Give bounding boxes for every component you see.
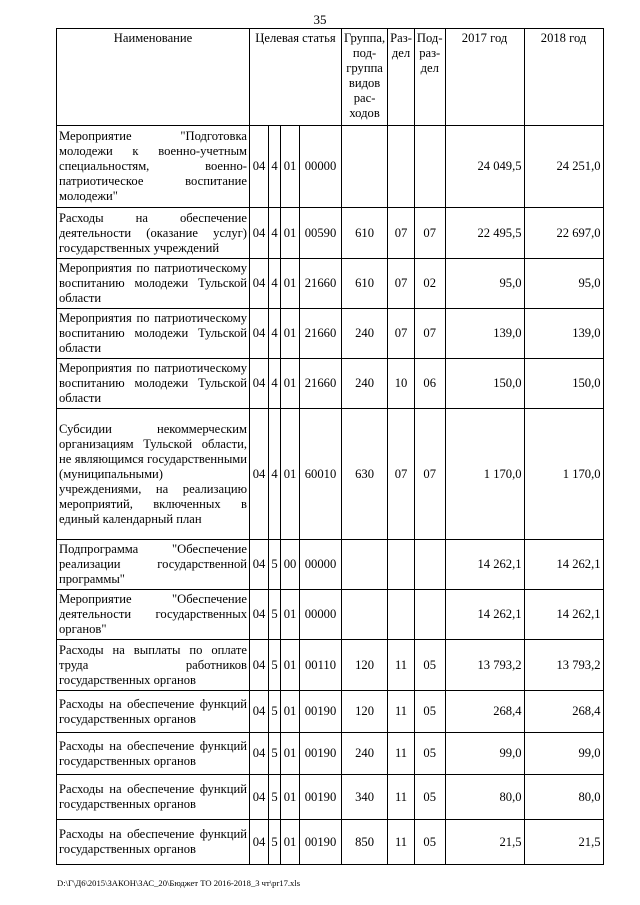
cell-program: 04: [250, 126, 269, 208]
cell-2018: 95,0: [524, 259, 603, 309]
cell-2017: 268,4: [445, 691, 524, 733]
cell-program: 04: [250, 359, 269, 409]
page-number: 35: [313, 12, 327, 27]
cell-event: 01: [281, 208, 300, 259]
cell-event: 01: [281, 691, 300, 733]
cell-subprogram: 4: [269, 359, 281, 409]
cell-2018: 24 251,0: [524, 126, 603, 208]
cell-subsection: 06: [414, 359, 445, 409]
cell-section: 07: [388, 409, 415, 540]
table-row: [57, 208, 604, 259]
cell-subsection: 05: [414, 775, 445, 820]
cell-2017: 22 495,5: [445, 208, 524, 259]
cell-event: 01: [281, 409, 300, 540]
cell-2017: 13 793,2: [445, 640, 524, 691]
file-path-footer: D:\Г\Д6\2015\ЗАКОН\ЗАС_20\Бюджет ТО 2016-2018_3 чт\pr17.xls: [57, 878, 301, 888]
cell-group: 240: [342, 733, 388, 775]
cell-subsection: [414, 590, 445, 640]
cell-direction: 60010: [300, 409, 342, 540]
cell-2018: 14 262,1: [524, 540, 603, 590]
cell-section: [388, 126, 415, 208]
cell-name: Мероприятие "Подготовка молодежи к военно-учетным специальностям, военно-патриотическое воспитание молодежи": [57, 126, 250, 208]
cell-direction: 00000: [300, 590, 342, 640]
cell-section: 11: [388, 640, 415, 691]
cell-program: 04: [250, 775, 269, 820]
cell-name: Мероприятие "Обеспечение деятельности государственных органов": [57, 590, 250, 640]
cell-2017: 24 049,5: [445, 126, 524, 208]
table-row: [57, 126, 604, 208]
cell-direction: 21660: [300, 309, 342, 359]
cell-program: 04: [250, 259, 269, 309]
cell-direction: 00190: [300, 691, 342, 733]
cell-2018: 150,0: [524, 359, 603, 409]
cell-name: Расходы на обеспечение функций государственных органов: [57, 691, 250, 733]
cell-subsection: 07: [414, 409, 445, 540]
cell-group: 120: [342, 691, 388, 733]
cell-program: 04: [250, 733, 269, 775]
cell-event: 01: [281, 775, 300, 820]
cell-group: 240: [342, 309, 388, 359]
table-row: [57, 309, 604, 359]
cell-group: [342, 590, 388, 640]
cell-subsection: 05: [414, 640, 445, 691]
cell-subsection: [414, 540, 445, 590]
cell-subprogram: 5: [269, 820, 281, 865]
cell-event: 01: [281, 309, 300, 359]
cell-name: Мероприятия по патриотическому воспитанию молодежи Тульской области: [57, 309, 250, 359]
cell-program: 04: [250, 691, 269, 733]
cell-subprogram: 5: [269, 733, 281, 775]
cell-2018: 268,4: [524, 691, 603, 733]
cell-section: [388, 590, 415, 640]
cell-subprogram: 4: [269, 126, 281, 208]
cell-event: 00: [281, 540, 300, 590]
cell-2017: 80,0: [445, 775, 524, 820]
cell-2018: 14 262,1: [524, 590, 603, 640]
cell-2017: 139,0: [445, 309, 524, 359]
cell-direction: 00590: [300, 208, 342, 259]
cell-name: Мероприятия по патриотическому воспитанию молодежи Тульской области: [57, 359, 250, 409]
cell-2017: 95,0: [445, 259, 524, 309]
cell-program: 04: [250, 820, 269, 865]
cell-2017: 99,0: [445, 733, 524, 775]
table-row: [57, 775, 604, 820]
cell-subprogram: 4: [269, 208, 281, 259]
header-2017: 2017 год: [445, 29, 524, 126]
header-name: Наименование: [57, 29, 250, 126]
cell-2018: 99,0: [524, 733, 603, 775]
cell-program: 04: [250, 409, 269, 540]
header-section: Раз-дел: [388, 29, 415, 126]
header-subsection: Под-раз-дел: [414, 29, 445, 126]
cell-group: 340: [342, 775, 388, 820]
cell-2018: 1 170,0: [524, 409, 603, 540]
cell-event: 01: [281, 590, 300, 640]
cell-subprogram: 5: [269, 590, 281, 640]
cell-group: 120: [342, 640, 388, 691]
cell-name: Субсидии некоммерческим организациям Тульской области, не являющимся государственными (муниципальными) учреждениями, на реализацию мероприятий, включенных в единый календарный план: [57, 409, 250, 540]
cell-section: 07: [388, 259, 415, 309]
cell-group: [342, 540, 388, 590]
cell-section: 07: [388, 208, 415, 259]
cell-section: 11: [388, 733, 415, 775]
header-target: Целевая статья: [250, 29, 342, 126]
cell-subprogram: 5: [269, 691, 281, 733]
cell-group: 610: [342, 259, 388, 309]
cell-subsection: [414, 126, 445, 208]
cell-subsection: 05: [414, 820, 445, 865]
cell-direction: 21660: [300, 259, 342, 309]
cell-event: 01: [281, 359, 300, 409]
cell-name: Мероприятия по патриотическому воспитанию молодежи Тульской области: [57, 259, 250, 309]
cell-subsection: 07: [414, 208, 445, 259]
cell-group: [342, 126, 388, 208]
cell-section: 11: [388, 820, 415, 865]
cell-name: Расходы на обеспечение деятельности (оказание услуг) государственных учреждений: [57, 208, 250, 259]
cell-subsection: 07: [414, 309, 445, 359]
cell-subprogram: 5: [269, 540, 281, 590]
table-row: [57, 259, 604, 309]
cell-subprogram: 5: [269, 640, 281, 691]
cell-name: Расходы на обеспечение функций государственных органов: [57, 733, 250, 775]
cell-subsection: 05: [414, 733, 445, 775]
header-2018: 2018 год: [524, 29, 603, 126]
cell-subprogram: 4: [269, 409, 281, 540]
cell-name: Расходы на обеспечение функций государственных органов: [57, 820, 250, 865]
cell-name: Расходы на обеспечение функций государственных органов: [57, 775, 250, 820]
cell-program: 04: [250, 540, 269, 590]
cell-direction: 00000: [300, 126, 342, 208]
cell-program: 04: [250, 590, 269, 640]
header-row: [57, 29, 604, 126]
budget-table: [56, 28, 604, 865]
cell-direction: 00190: [300, 820, 342, 865]
cell-group: 610: [342, 208, 388, 259]
cell-2017: 14 262,1: [445, 590, 524, 640]
cell-event: 01: [281, 259, 300, 309]
table-row: [57, 540, 604, 590]
cell-subprogram: 5: [269, 775, 281, 820]
cell-2017: 150,0: [445, 359, 524, 409]
cell-name: Расходы на выплаты по оплате труда работников государственных органов: [57, 640, 250, 691]
cell-direction: 00110: [300, 640, 342, 691]
cell-program: 04: [250, 309, 269, 359]
cell-2017: 1 170,0: [445, 409, 524, 540]
cell-subsection: 02: [414, 259, 445, 309]
cell-group: 630: [342, 409, 388, 540]
cell-program: 04: [250, 640, 269, 691]
cell-2018: 80,0: [524, 775, 603, 820]
cell-event: 01: [281, 733, 300, 775]
table-row: [57, 359, 604, 409]
cell-2018: 139,0: [524, 309, 603, 359]
cell-section: 10: [388, 359, 415, 409]
table-row: [57, 409, 604, 540]
cell-direction: 21660: [300, 359, 342, 409]
cell-2018: 22 697,0: [524, 208, 603, 259]
cell-section: [388, 540, 415, 590]
header-group: Группа, под-группа видов рас-ходов: [342, 29, 388, 126]
cell-2017: 21,5: [445, 820, 524, 865]
cell-section: 11: [388, 691, 415, 733]
cell-group: 240: [342, 359, 388, 409]
table-row: [57, 640, 604, 691]
cell-2018: 13 793,2: [524, 640, 603, 691]
cell-subprogram: 4: [269, 259, 281, 309]
cell-name: Подпрограмма "Обеспечение реализации государственной программы": [57, 540, 250, 590]
cell-group: 850: [342, 820, 388, 865]
cell-event: 01: [281, 640, 300, 691]
table-row: [57, 820, 604, 865]
cell-direction: 00000: [300, 540, 342, 590]
cell-program: 04: [250, 208, 269, 259]
cell-subprogram: 4: [269, 309, 281, 359]
cell-event: 01: [281, 126, 300, 208]
cell-subsection: 05: [414, 691, 445, 733]
cell-2018: 21,5: [524, 820, 603, 865]
table-row: [57, 733, 604, 775]
table-row: [57, 590, 604, 640]
table-row: [57, 691, 604, 733]
cell-2017: 14 262,1: [445, 540, 524, 590]
cell-direction: 00190: [300, 733, 342, 775]
cell-direction: 00190: [300, 775, 342, 820]
cell-section: 07: [388, 309, 415, 359]
cell-section: 11: [388, 775, 415, 820]
cell-event: 01: [281, 820, 300, 865]
